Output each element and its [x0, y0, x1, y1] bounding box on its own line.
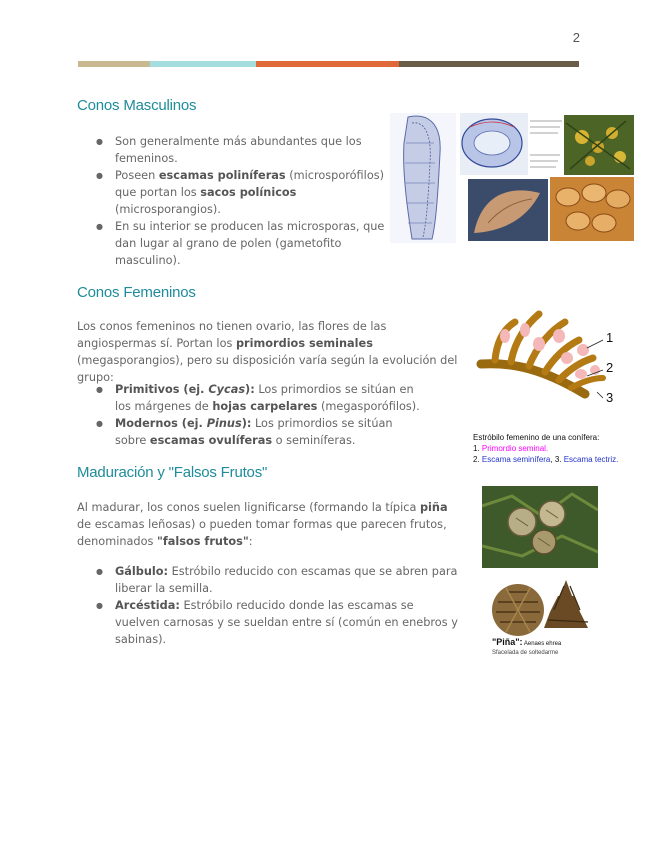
masculinos-list [77, 133, 387, 269]
femeninos-paragraph: Los conos femeninos no tienen ovario, las flores de las angiospermas sí. Portan los primordios seminales (megasporangios), pero su disposición varía según la evolución del grupo: [77, 320, 458, 384]
page-number: 2 [572, 30, 580, 45]
list-item: ● Son generalmente más abundantes que los femeninos. [77, 133, 387, 167]
maduracion-paragraph: Al madurar, los conos suelen lignificarse (formando la típica piña de escamas leñosas) o pueden tomar formas que parecen frutos, denominados "falsos frutos": [77, 501, 448, 548]
maduracion-list [77, 563, 459, 648]
diagram-label-3: 3 [606, 390, 614, 405]
list-item: ● Modernos (ej. Pinus): Los primordios se sitúan sobre escamas ovulíferas o seminíferas. [77, 415, 422, 449]
list-item: ● Gálbulo: Estróbilo reducido con escamas que se abren para liberar la semilla. [77, 563, 459, 597]
list-item: ● Primitivos (ej. Cycas): Los primordios se sitúan en los márgenes de hojas carpelares (megasporófilos). [77, 381, 422, 415]
list-item: ● Arcéstida: Estróbilo reducido donde las escamas se vuelven carnosas y se sueldan entre sí (común en enebros y sabinas). [77, 597, 459, 648]
pine-cone-photo [488, 576, 598, 638]
male-cone-images [390, 113, 635, 243]
galbulo-photo [482, 486, 598, 568]
header-color-rule [78, 61, 579, 67]
diagram-label-2: 2 [606, 360, 614, 375]
heading-conos-femeninos: Conos Femeninos [77, 284, 196, 301]
female-cone-caption: Estróbilo femenino de una conífera: 1. Primordio seminal. 2. Escama seminífera, 3. Escama tectriz. [473, 433, 619, 464]
pine-cone-caption: "Piña": Aenaes ehrea Sfacelada de soltedarme [492, 637, 562, 656]
femeninos-list [77, 381, 422, 449]
female-cone-diagram [475, 300, 625, 410]
heading-conos-masculinos: Conos Masculinos [77, 97, 197, 114]
diagram-label-1: 1 [606, 330, 614, 345]
heading-maduracion: Maduración y "Falsos Frutos" [77, 464, 268, 481]
list-item: ● En su interior se producen las microsporas, que dan lugar al grano de polen (gametofito masculino). [77, 218, 387, 269]
list-item: ● Poseen escamas poliníferas (microsporófilos) que portan los sacos polínicos (microsporangios). [77, 167, 387, 218]
